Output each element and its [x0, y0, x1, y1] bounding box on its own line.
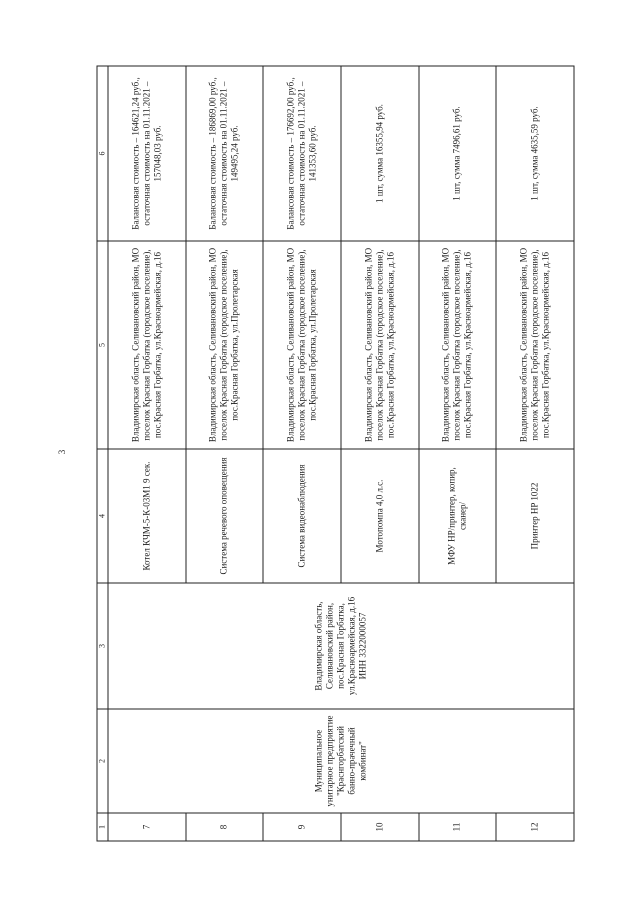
- item-value: 1 шт, сумма 16355,94 руб.: [340, 66, 418, 241]
- item-location: Владимирская область, Селивановский район, МО поселок Красная Горбатка (городское поселение), пос.Красная Горбатка, ул.Пролетарская: [263, 241, 341, 449]
- row-number: 10: [340, 813, 418, 841]
- item-location: Владимирская область, Селивановский район, МО поселок Красная Горбатка (городское поселение), пос.Красная Горбатка, ул.Красноармейская, д.16: [340, 241, 418, 449]
- header-cell: 1: [97, 813, 108, 841]
- item-location: Владимирская область, Селивановский район, МО поселок Красная Горбатка (городское поселение), пос.Красная Горбатка, ул.Красноармейская, д.16: [496, 241, 574, 449]
- header-cell: 5: [97, 241, 108, 449]
- row-number: 12: [496, 813, 574, 841]
- row-number: 7: [108, 813, 186, 841]
- header-cell: 4: [97, 449, 108, 583]
- item-location: Владимирская область, Селивановский район, МО поселок Красная Горбатка (городское поселение), пос.Красная Горбатка, ул.Пролетарская: [185, 241, 263, 449]
- header-cell: 6: [97, 66, 108, 241]
- row-number: 8: [185, 813, 263, 841]
- item-name: Принтер HP 1022: [496, 449, 574, 583]
- rotated-table-container: [96, 66, 574, 841]
- item-value: 1 шт, сумма 4635,59 руб.: [496, 66, 574, 241]
- item-name: МФУ HP/принтер, копир, сканер/: [418, 449, 496, 583]
- item-value: Балансовая стоимость – 186869,00 руб., остаточная стоимость на 01.11.2021 – 149495,24 руб.: [185, 66, 263, 241]
- organization-name: Муниципальное унитарное предприятие "Краснгорбатский банно-прачечный комбинат": [108, 709, 574, 813]
- row-number: 11: [418, 813, 496, 841]
- organization-address: Владимирская область, Селивановский район, пос.Красная Горбатка, ул.Красноармейская, д.16 ИНН 3322000057: [108, 583, 574, 709]
- item-value: 1 шт, сумма 7496,61 руб.: [418, 66, 496, 241]
- page-number: 3: [57, 449, 67, 455]
- item-name: Система видеонаблюдения: [263, 449, 341, 583]
- header-cell: 3: [97, 583, 108, 709]
- header-row: [97, 66, 108, 841]
- item-name: Мотопомпа 4,0 л.с.: [340, 449, 418, 583]
- property-table: [96, 65, 574, 841]
- item-value: Балансовая стоимость – 164621,24 руб., остаточная стоимость на 01.11.2021 – 157048,03 руб.: [108, 66, 186, 241]
- item-value: Балансовая стоимость – 176692,00 руб., остаточная стоимость на 01.11.2021 – 141353,60 руб.: [263, 66, 341, 241]
- item-name: Котел КЧМ-5-К-03М1 9 сек.: [108, 449, 186, 583]
- row-number: 9: [263, 813, 341, 841]
- item-location: Владимирская область, Селивановский район, МО поселок Красная Горбатка (городское поселение), пос.Красная Горбатка, ул.Красноармейская, д.16: [418, 241, 496, 449]
- item-name: Система речевого оповещения: [185, 449, 263, 583]
- item-location: Владимирская область, Селивановский район, МО поселок Красная Горбатка (городское поселение), пос.Красная Горбатка, ул.Красноармейская, д.16: [108, 241, 186, 449]
- table-row: [108, 66, 186, 841]
- header-cell: 2: [97, 709, 108, 813]
